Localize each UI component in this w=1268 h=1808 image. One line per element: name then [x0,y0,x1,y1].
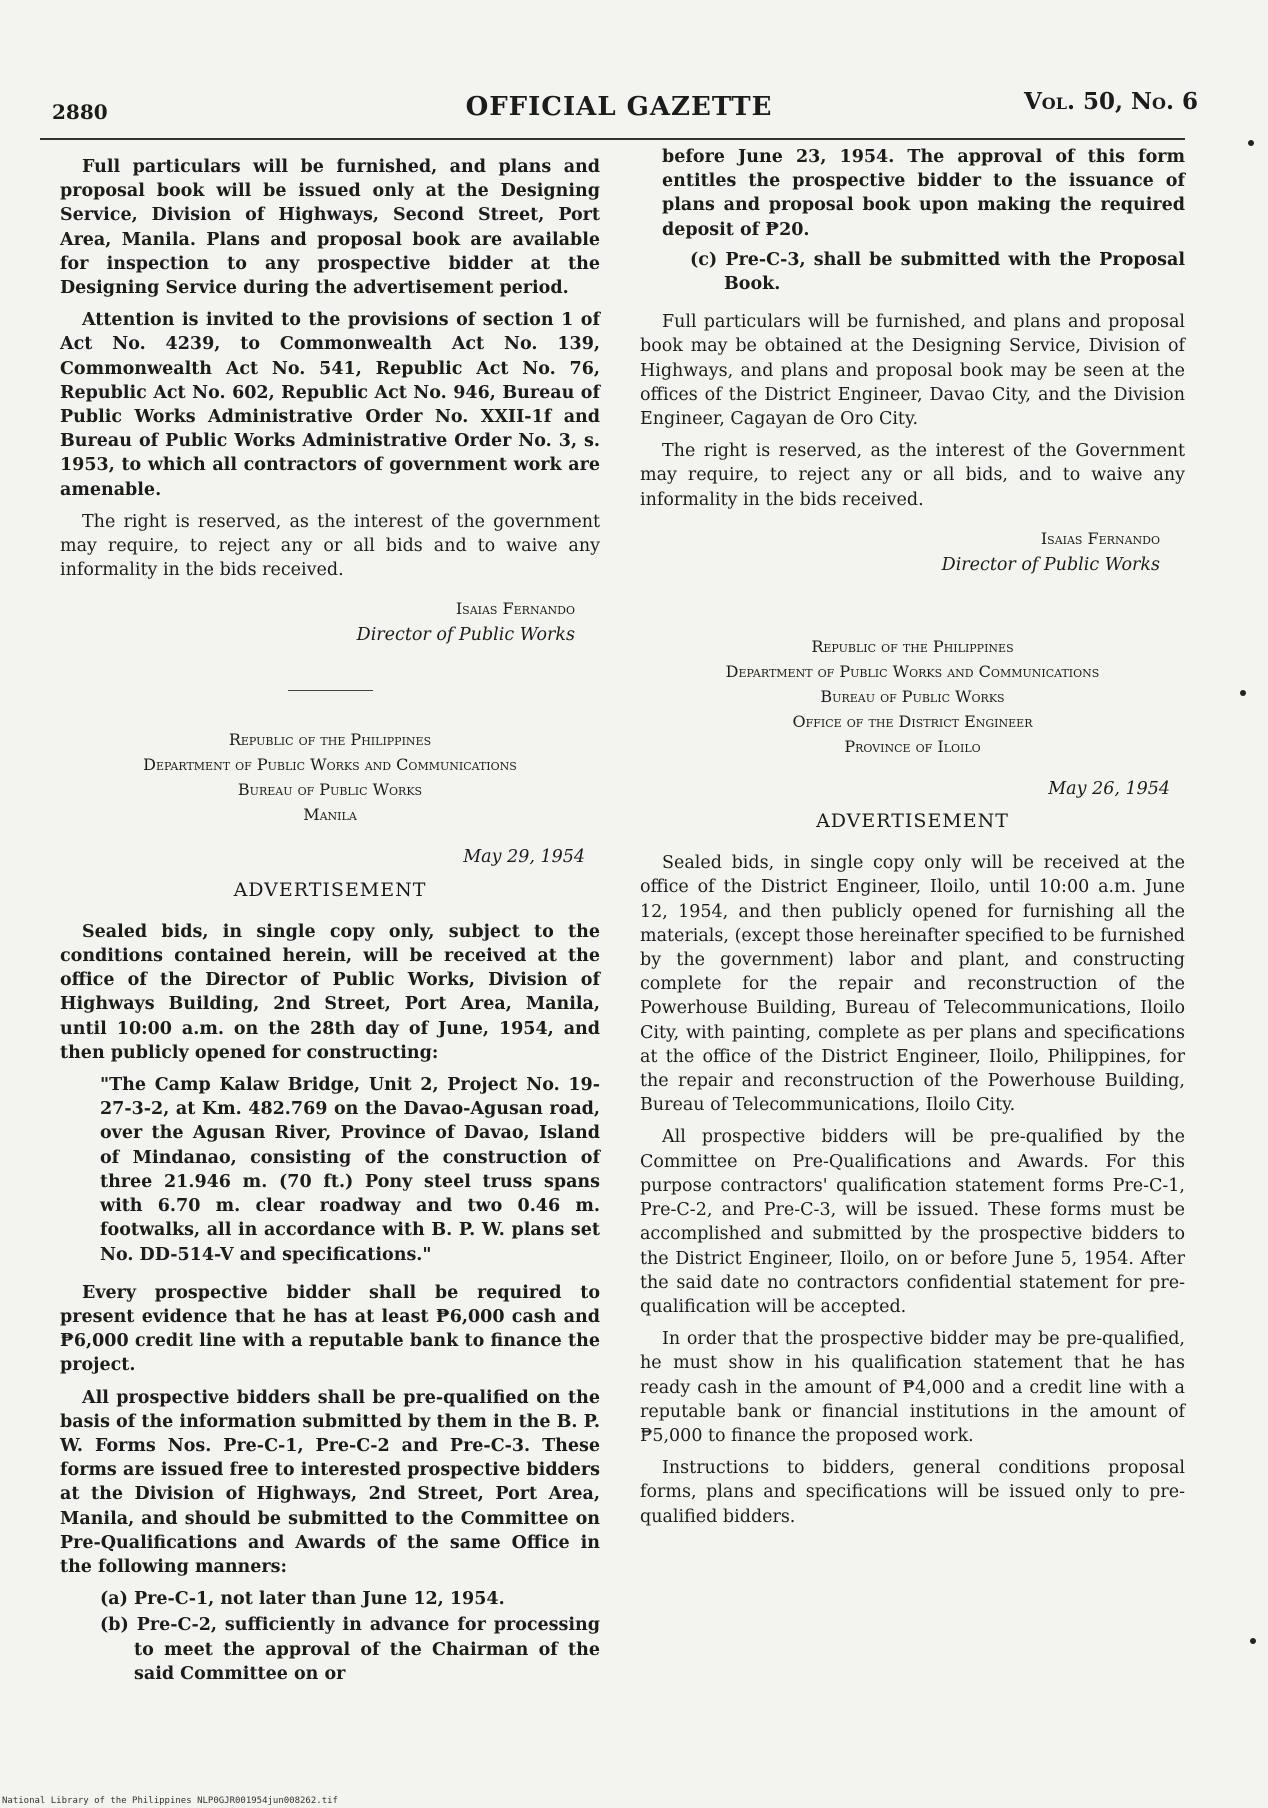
list-item-c: (c) Pre-C-3, shall be submitted with the Proposal Book. [690,249,1185,295]
signatory-title: Director of Public Works [356,625,575,646]
agency-block [640,634,1185,759]
advertisement-heading: ADVERTISEMENT [816,810,1009,833]
scan-footer: National Library of the Philippines NLP0GJR001954jun008262.tif [2,1796,338,1806]
section-divider [288,690,373,691]
agency-line: Department of Public Works and Communications [143,755,517,775]
page-number: 2880 [52,100,108,124]
right-paragraph-5: In order that the prospective bidder may be pre-qualified, he must show in his qualification statement that he has ready cash in the amount of ₱4,000 and a credit line with a reputable bank or financial institutions in the amount of ₱5,000 to finance the proposed work. [640,1329,1185,1446]
left-paragraph-1: Full particulars will be furnished, and plans and proposal book will be issued only at the Designing Service, Division of Highways, Second Street, Port Area, Manila. Plans and proposal book are available for inspection to any prospective bidder at the Designing Service during the advertisement period. [60,157,600,299]
right-paragraph-6: Instructions to bidders, general conditions proposal forms, plans and specifications will be issued only to pre-qualified bidders. [640,1458,1185,1527]
left-paragraph-3: The right is reserved, as the interest of the government may require, to reject any or all bids and to waive any informality in the bids received. [60,511,600,581]
right-signature [640,526,1160,578]
agency-line: Department of Public Works and Communications [725,661,1100,681]
signatory-title: Director of Public Works [941,554,1160,575]
header-rule [40,138,1185,140]
left-column [60,155,600,1688]
advertisement-date: May 29, 1954 [463,847,585,868]
list-item-b: (b) Pre-C-2, sufficiently in advance for processing to meet the approval of the Chairman of the said Committee on or [100,1615,600,1684]
scan-speck [1250,1638,1256,1644]
left-paragraph-6: All prospective bidders shall be pre-qualified on the basis of the information submitted by them in the B. P. W. Forms Nos. Pre-C-1, Pre-C-2 and Pre-C-3. These forms are issued free to interested prospective bidders at the Division of Highways, 2nd Street, Port Area, Manila, and should be submitted to the Committee on Pre-Qualifications and Awards of the same Office in the following manners: [60,1387,600,1577]
list-item-b-continued: before June 23, 1954. The approval of this form entitles the prospective bidder to the issuance of plans and proposal book upon making the required deposit of ₱20. [662,147,1185,240]
agency-line: Manila [303,805,357,825]
signatory-name: Isaias Fernando [1040,528,1160,548]
scan-speck [1240,690,1246,696]
left-paragraph-4: Sealed bids, in single copy only, subject to the conditions contained herein, will be received at the office of the Director of Public Works, Division of Highways Building, 2nd Street, Port Area, Manila, until 10:00 a.m. on the 28th day of June, 1954, and then publicly opened for constructing: [60,921,600,1063]
advertisement-date: May 26, 1954 [1048,778,1170,799]
scan-speck [1248,140,1254,146]
advertisement-heading: ADVERTISEMENT [233,878,427,901]
left-signature [60,596,575,648]
right-paragraph-2: The right is reserved, as the interest of the Government may require, to reject any or all bids, and to waive any informality in the bids received. [640,441,1185,510]
agency-block [60,727,600,827]
agency-line: Bureau of Public Works [820,686,1005,706]
signatory-name: Isaias Fernando [455,599,575,619]
agency-line: Bureau of Public Works [237,780,423,800]
page-header [40,88,1198,128]
list-item-a: (a) Pre-C-1, not later than June 12, 1954. [100,1589,505,1610]
right-paragraph-4: All prospective bidders will be pre-qualified by the Committee on Pre-Qualifications and Awards. For this purpose contractors' qualification statement forms Pre-C-1, Pre-C-2, and Pre-C-3, will be issued. These forms must be accomplished and submitted by the prospective bidders to the District Engineer, Iloilo, on or before June 5, 1954. After the said date no contractors confidential statement for pre-qualification will be accepted. [640,1127,1185,1317]
right-paragraph-3: Sealed bids, in single copy only will be received at the office of the District Engineer, Iloilo, until 10:00 a.m. June 12, 1954, and then publicly opened for furnishing all the materials, (except those hereinafter specified to be furnished by the government) labor and plant, and constructing complete for the repair and reconstruction of the Powerhouse Building, Bureau of Telecommunications, Iloilo City, with painting, complete as per plans and specifications at the office of the District Engineer, Iloilo, Philippines, for the repair and reconstruction of the Powerhouse Building, Bureau of Telecommunications, Iloilo City. [640,853,1185,1116]
agency-line: Office of the District Engineer [792,711,1033,731]
agency-line: Province of Iloilo [844,736,981,756]
left-paragraph-5: Every prospective bidder shall be required to present evidence that he has at least ₱6,000 cash and ₱6,000 credit line with a reputable bank to finance the project. [60,1282,600,1376]
agency-line: Republic of the Philippines [811,636,1014,656]
right-column [640,145,1185,1537]
volume-label: Vol. 50, No. 6 [1023,88,1198,115]
publication-title: OFFICIAL GAZETTE [465,92,773,122]
left-paragraph-2: Attention is invited to the provisions of section 1 of Act No. 4239, to Commonwealth Act No. 139, Commonwealth Act No. 541, Republic Act No. 76, Republic Act No. 602, Republic Act No. 946, Bureau of Public Works Administrative Order No. XXII-1f and Bureau of Public Works Administrative Order No. 3, s. 1953, to which all contractors of government work are amenable. [60,310,600,500]
project-quote: "The Camp Kalaw Bridge, Unit 2, Project No. 19-27-3-2, at Km. 482.769 on the Davao-Agusan road, over the Agusan River, Province of Davao, Island of Mindanao, consisting of the construction of three 21.946 m. (70 ft.) Pony steel truss spans with 6.70 m. clear roadway and two 0.46 m. footwalks, all in accordance with B. P. W. plans set No. DD-514-V and specifications." [100,1075,600,1265]
agency-line: Republic of the Philippines [228,730,432,750]
right-paragraph-1: Full particulars will be furnished, and plans and proposal book may be obtained at the Designing Service, Division of Highways, and plans and proposal book may be seen at the offices of the District Engineer, Davao City, and the Division Engineer, Cagayan de Oro City. [640,312,1185,430]
